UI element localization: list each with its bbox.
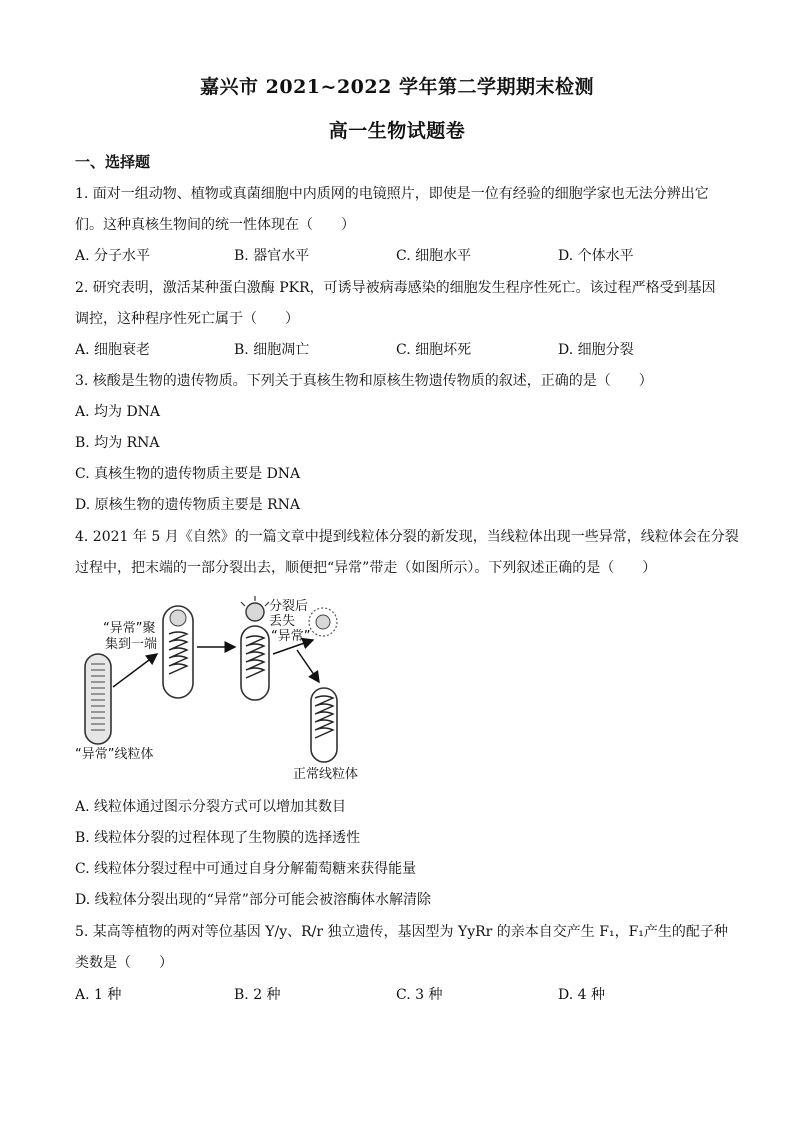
detached-abnormal-fragment bbox=[309, 608, 337, 636]
question-4-option-c[interactable]: C. 线粒体分裂过程中可通过自身分解葡萄糖来获得能量 bbox=[75, 861, 417, 877]
question-5-line-1: 5. 某高等植物的两对等位基因 Y/y、R/r 独立遗传，基因型为 YyRr 的亲本自交产生 F₁，F₁产生的配子种 bbox=[75, 924, 728, 940]
question-5-option-d[interactable]: D. 4 种 bbox=[558, 987, 605, 1003]
mitochondria-division-figure bbox=[75, 592, 375, 782]
label-gather-2: 集到一端 bbox=[105, 637, 158, 652]
label-abnormal: “异常” bbox=[271, 629, 311, 644]
question-2-option-a[interactable]: A. 细胞衰老 bbox=[75, 342, 151, 358]
question-1-line-2: 们。这种真核生物间的统一性体现在（ ） bbox=[75, 217, 355, 233]
arrow-gather bbox=[113, 654, 157, 687]
label-split-1: 分裂后 bbox=[269, 599, 309, 614]
label-split-2: 丢失 bbox=[269, 614, 296, 629]
question-1-option-a[interactable]: A. 分子水平 bbox=[75, 248, 151, 264]
arrow-to-normal bbox=[297, 650, 319, 682]
question-4-option-b[interactable]: B. 线粒体分裂的过程体现了生物膜的选择透性 bbox=[75, 830, 361, 846]
label-gather-1: “异常”聚 bbox=[103, 621, 156, 636]
mitochondria-diagram bbox=[75, 592, 375, 782]
label-abnormal-mitochondrion: “异常”线粒体 bbox=[75, 747, 154, 762]
question-5-option-c[interactable]: C. 3 种 bbox=[396, 987, 443, 1003]
question-4-line-2: 过程中，把末端的一部分裂出去，顺便把“异常”带走（如图所示）。下列叙述正确的是（ ） bbox=[75, 560, 657, 576]
question-3-option-d[interactable]: D. 原核生物的遗传物质主要是 RNA bbox=[75, 497, 300, 513]
question-2-line-1: 2. 研究表明，激活某种蛋白激酶 PKR，可诱导被病毒感染的细胞发生程序性死亡。该过程严格受到基因 bbox=[75, 280, 716, 296]
question-1-option-b[interactable]: B. 器官水平 bbox=[234, 248, 310, 264]
question-2-option-d[interactable]: D. 细胞分裂 bbox=[558, 342, 634, 358]
page-title: 嘉兴市 2021~2022 学年第二学期期末检测 bbox=[200, 76, 594, 98]
question-4-line-1: 4. 2021 年 5 月《自然》的一篇文章中提到线粒体分裂的新发现，当线粒体出现一些异常，线粒体会在分裂 bbox=[75, 529, 739, 545]
question-5-option-b[interactable]: B. 2 种 bbox=[234, 987, 281, 1003]
normal-mitochondrion bbox=[311, 688, 337, 762]
question-2-option-c[interactable]: C. 细胞坏死 bbox=[396, 342, 472, 358]
abnormal-mitochondrion bbox=[85, 654, 111, 744]
question-2-option-b[interactable]: B. 细胞凋亡 bbox=[234, 342, 310, 358]
question-1-line-1: 1. 面对一组动物、植物或真菌细胞中内质网的电镜照片，即使是一位有经验的细胞学家也无法分辨出它 bbox=[75, 186, 709, 202]
gathering-mitochondrion bbox=[163, 606, 193, 698]
question-2-line-2: 调控，这种程序性死亡属于（ ） bbox=[75, 311, 299, 327]
question-4-option-d[interactable]: D. 线粒体分裂出现的“异常”部分可能会被溶酶体水解清除 bbox=[75, 892, 431, 908]
question-1-option-d[interactable]: D. 个体水平 bbox=[558, 248, 634, 264]
question-3-option-c[interactable]: C. 真核生物的遗传物质主要是 DNA bbox=[75, 466, 301, 482]
question-5-option-a[interactable]: A. 1 种 bbox=[75, 987, 122, 1003]
page-subtitle: 高一生物试题卷 bbox=[328, 120, 466, 142]
question-3-option-b[interactable]: B. 均为 RNA bbox=[75, 435, 160, 451]
label-normal-mitochondrion: 正常线粒体 bbox=[293, 767, 359, 782]
question-1-option-c[interactable]: C. 细胞水平 bbox=[396, 248, 472, 264]
question-5-line-2: 类数是（ ） bbox=[75, 955, 173, 971]
question-3-option-a[interactable]: A. 均为 DNA bbox=[75, 404, 161, 420]
dividing-mitochondrion bbox=[241, 596, 269, 700]
question-3-line-1: 3. 核酸是生物的遗传物质。下列关于真核生物和原核生物遗传物质的叙述，正确的是（ ） bbox=[75, 373, 653, 389]
section-heading: 一、选择题 bbox=[75, 153, 151, 171]
question-4-option-a[interactable]: A. 线粒体通过图示分裂方式可以增加其数目 bbox=[75, 799, 347, 815]
